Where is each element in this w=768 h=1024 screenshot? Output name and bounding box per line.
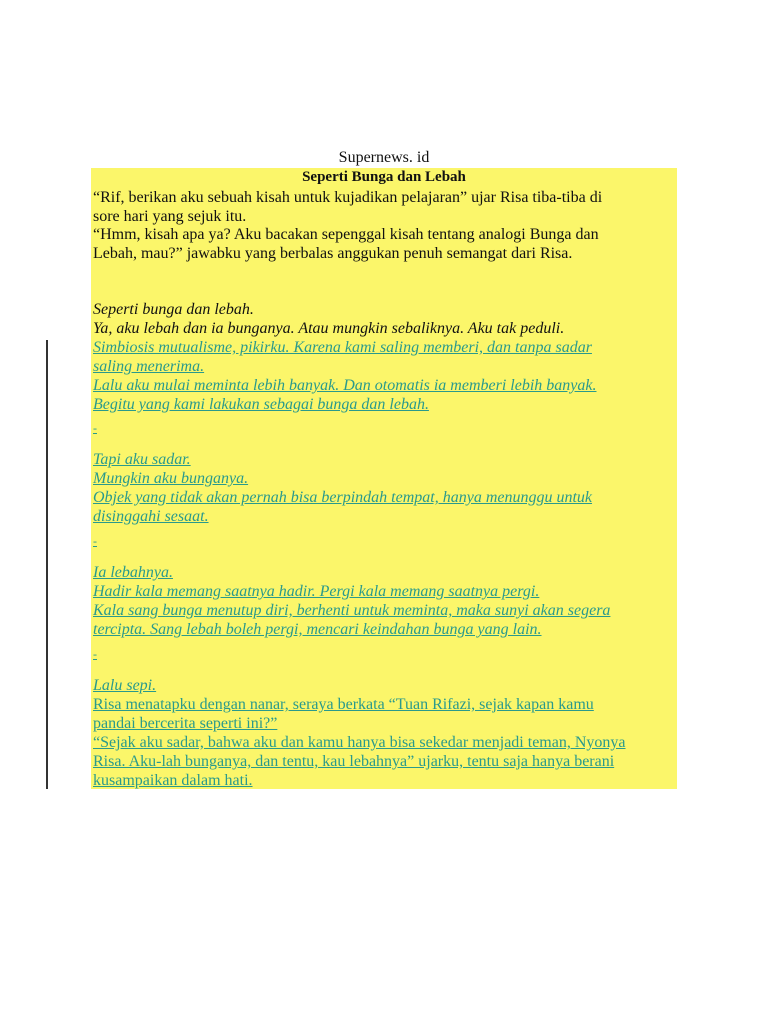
poem-link-line[interactable]: disinggahi sesaat. bbox=[93, 508, 209, 525]
poem-link-line[interactable]: Ia lebahnya. bbox=[93, 564, 173, 581]
poem-link-line[interactable]: Mungkin aku bunganya. bbox=[93, 470, 249, 487]
dialogue-link-line[interactable]: Risa. Aku-lah bunganya, dan tentu, kau lebahnya” ujarku, tentu saja hanya berani bbox=[93, 753, 615, 770]
poem-link-line[interactable]: Lalu sepi. bbox=[93, 677, 157, 694]
story-title: Seperti Bunga dan Lebah bbox=[302, 169, 466, 185]
revision-bar bbox=[46, 340, 48, 789]
separator-dash[interactable]: - bbox=[93, 647, 97, 661]
dialogue-line: sore hari yang sejuk itu. bbox=[93, 208, 247, 225]
separator-dash[interactable]: - bbox=[93, 534, 97, 548]
dialogue-line: Lebah, mau?” jawabku yang berbalas anggukan penuh semangat dari Risa. bbox=[93, 245, 573, 262]
poem-line: Seperti bunga dan lebah. bbox=[93, 301, 254, 318]
dialogue-link-line[interactable]: “Sejak aku sadar, bahwa aku dan kamu hanya bisa sekedar menjadi teman, Nyonya bbox=[93, 734, 626, 751]
poem-link-line[interactable]: Lalu aku mulai meminta lebih banyak. Dan otomatis ia memberi lebih banyak. bbox=[93, 377, 597, 394]
poem-link-line[interactable]: Simbiosis mutualisme, pikirku. Karena kami saling memberi, dan tanpa sadar bbox=[93, 339, 592, 356]
separator-dash[interactable]: - bbox=[93, 421, 97, 435]
poem-link-line[interactable]: saling menerima. bbox=[93, 358, 205, 375]
site-name: Supernews. id bbox=[338, 149, 430, 166]
poem-link-line[interactable]: Tapi aku sadar. bbox=[93, 451, 191, 468]
dialogue-line: “Rif, berikan aku sebuah kisah untuk kujadikan pelajaran” ujar Risa tiba-tiba di bbox=[93, 189, 603, 206]
poem-link-line[interactable]: Begitu yang kami lakukan sebagai bunga dan lebah. bbox=[93, 396, 429, 413]
poem-link-line[interactable]: Kala sang bunga menutup diri, berhenti untuk meminta, maka sunyi akan segera bbox=[93, 602, 611, 619]
dialogue-line: “Hmm, kisah apa ya? Aku bacakan sepenggal kisah tentang analogi Bunga dan bbox=[93, 226, 599, 243]
dialogue-link-line[interactable]: kusampaikan dalam hati. bbox=[93, 772, 253, 789]
dialogue-link-line[interactable]: pandai bercerita seperti ini?” bbox=[93, 715, 278, 732]
poem-link-line[interactable]: Objek yang tidak akan pernah bisa berpindah tempat, hanya menunggu untuk bbox=[93, 489, 593, 506]
poem-link-line[interactable]: Hadir kala memang saatnya hadir. Pergi kala memang saatnya pergi. bbox=[93, 583, 540, 600]
dialogue-link-line[interactable]: Risa menatapku dengan nanar, seraya berkata “Tuan Rifazi, sejak kapan kamu bbox=[93, 696, 594, 713]
poem-link-line[interactable]: tercipta. Sang lebah boleh pergi, mencari keindahan bunga yang lain. bbox=[93, 621, 542, 638]
poem-line: Ya, aku lebah dan ia bunganya. Atau mungkin sebaliknya. Aku tak peduli. bbox=[93, 320, 565, 337]
